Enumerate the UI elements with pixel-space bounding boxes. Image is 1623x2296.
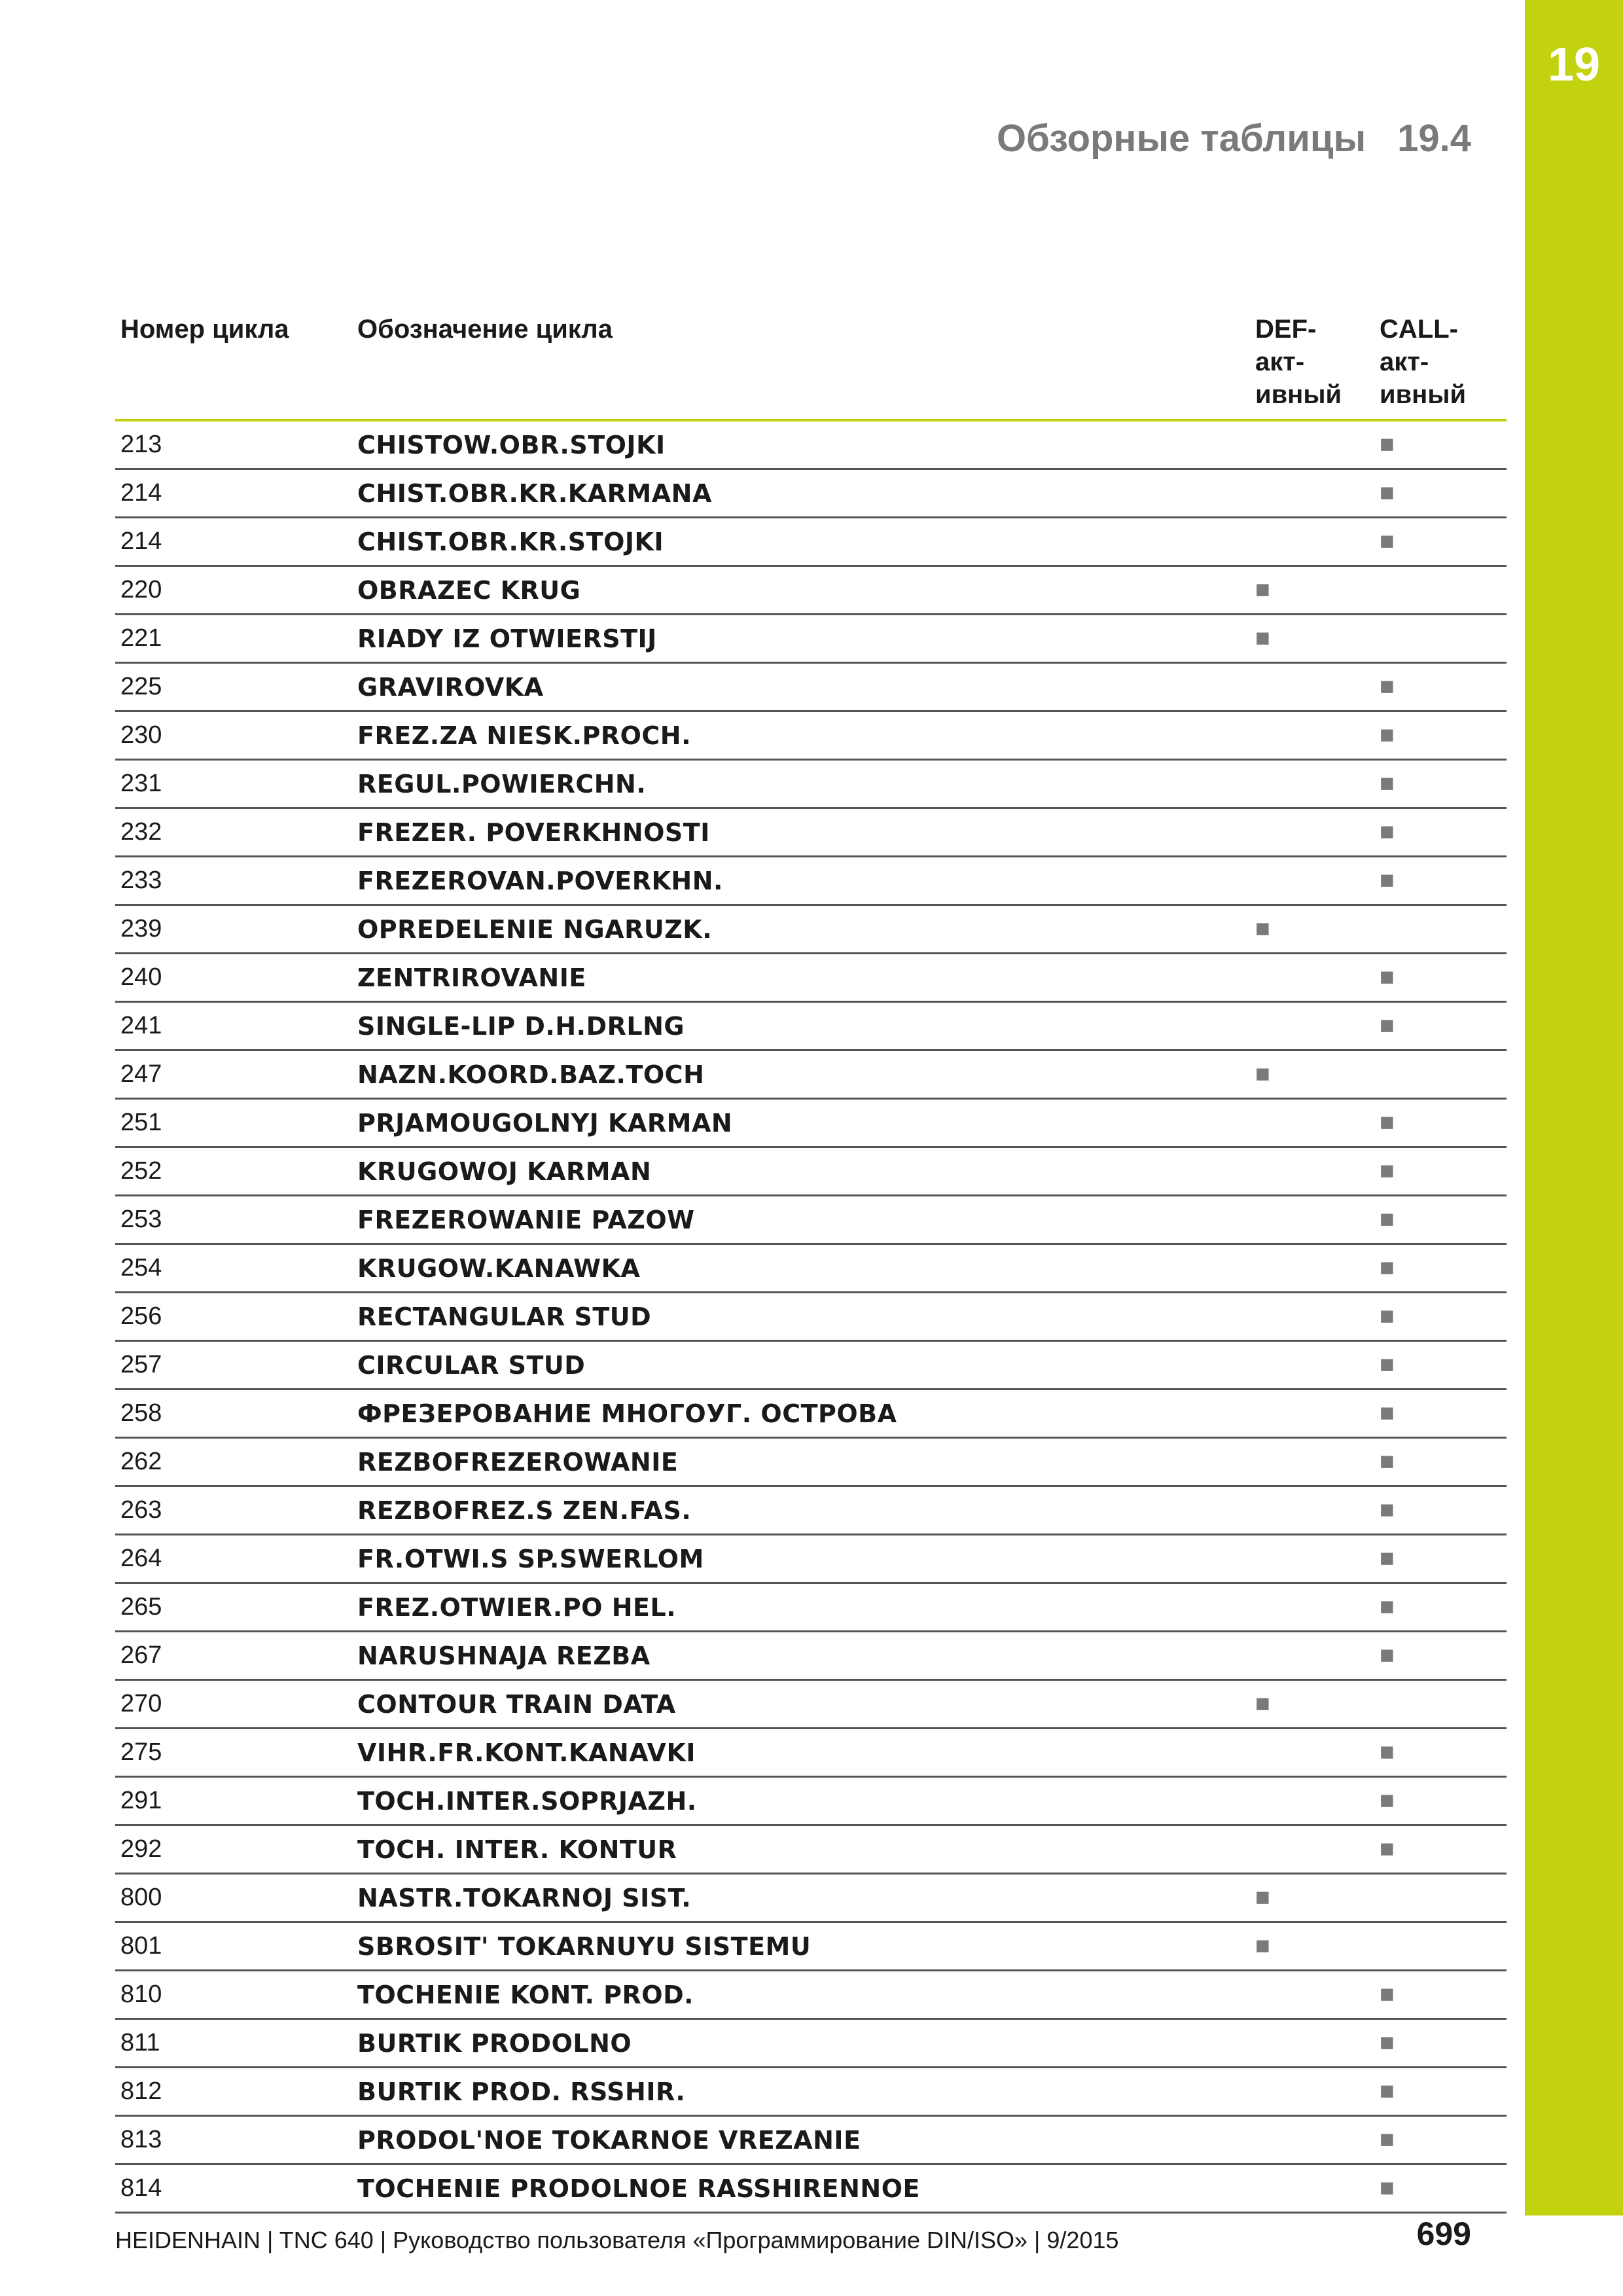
def-active-mark: ■ <box>1250 905 1374 954</box>
call-active-mark: ■ <box>1374 2164 1507 2213</box>
column-header-def: DEF- акт- ивный <box>1250 309 1374 420</box>
cycle-number: 256 <box>115 1293 352 1341</box>
call-active-mark <box>1374 1680 1507 1729</box>
cycle-name: RIADY IZ OTWIERSTIJ <box>352 615 1250 663</box>
cycle-name: NAZN.KOORD.BAZ.TOCH <box>352 1050 1250 1099</box>
call-active-mark: ■ <box>1374 469 1507 518</box>
section-title: Обзорные таблицы <box>997 117 1366 160</box>
section-number: 19.4 <box>1397 117 1471 160</box>
table-row <box>115 1147 1507 1196</box>
call-active-mark: ■ <box>1374 1632 1507 1680</box>
cycle-name: VIHR.FR.KONT.KANAVKI <box>352 1729 1250 1777</box>
column-header-name: Обозначение цикла <box>352 309 1250 420</box>
cycle-name: REZBOFREZEROWANIE <box>352 1438 1250 1486</box>
cycle-name: NARUSHNAJA REZBA <box>352 1632 1250 1680</box>
cycle-number: 214 <box>115 469 352 518</box>
cycle-number: 254 <box>115 1244 352 1293</box>
cycle-name: ФРЕЗЕРОВАНИЕ МНОГОУГ. ОСТРОВА <box>352 1390 1250 1438</box>
def-active-mark: ■ <box>1250 1680 1374 1729</box>
def-active-mark <box>1250 1196 1374 1244</box>
table-row <box>115 420 1507 469</box>
page-header <box>997 117 1471 160</box>
cycle-number: 247 <box>115 1050 352 1099</box>
call-active-mark: ■ <box>1374 1002 1507 1050</box>
table-row <box>115 954 1507 1002</box>
def-active-mark <box>1250 857 1374 905</box>
cycle-name: FREZEROVAN.POVERKHN. <box>352 857 1250 905</box>
table-header-row <box>115 309 1507 420</box>
cycle-number: 810 <box>115 1971 352 2019</box>
table-row <box>115 1293 1507 1341</box>
def-active-mark: ■ <box>1250 1922 1374 1971</box>
def-active-mark: ■ <box>1250 1050 1374 1099</box>
call-active-mark: ■ <box>1374 808 1507 857</box>
def-active-mark <box>1250 1244 1374 1293</box>
table-row <box>115 615 1507 663</box>
chapter-tab <box>1525 0 1623 2215</box>
cycle-number: 253 <box>115 1196 352 1244</box>
call-active-mark: ■ <box>1374 1438 1507 1486</box>
call-active-mark: ■ <box>1374 857 1507 905</box>
cycle-name: PRJAMOUGOLNYJ KARMAN <box>352 1099 1250 1147</box>
cycle-name: KRUGOWOJ KARMAN <box>352 1147 1250 1196</box>
def-active-mark <box>1250 1777 1374 1825</box>
call-active-mark: ■ <box>1374 1535 1507 1583</box>
cycle-number: 291 <box>115 1777 352 1825</box>
cycle-number: 213 <box>115 420 352 469</box>
def-active-mark <box>1250 1535 1374 1583</box>
def-active-mark <box>1250 808 1374 857</box>
cycle-name: FREZEROWANIE PAZOW <box>352 1196 1250 1244</box>
def-active-mark <box>1250 1971 1374 2019</box>
cycle-number: 220 <box>115 566 352 615</box>
cycle-number: 801 <box>115 1922 352 1971</box>
page-number: 699 <box>1416 2215 1471 2252</box>
table-row <box>115 1583 1507 1632</box>
column-header-call: CALL- акт- ивный <box>1374 309 1507 420</box>
cycle-name: TOCH. INTER. KONTUR <box>352 1825 1250 1874</box>
cycle-number: 813 <box>115 2116 352 2164</box>
def-active-mark <box>1250 1825 1374 1874</box>
cycle-number: 225 <box>115 663 352 711</box>
cycle-name: OPREDELENIE NGARUZK. <box>352 905 1250 954</box>
def-active-mark <box>1250 1099 1374 1147</box>
def-active-mark <box>1250 663 1374 711</box>
table-row <box>115 1099 1507 1147</box>
cycle-number: 251 <box>115 1099 352 1147</box>
table-row <box>115 1196 1507 1244</box>
def-active-mark <box>1250 1632 1374 1680</box>
cycle-number: 811 <box>115 2019 352 2068</box>
call-active-mark <box>1374 905 1507 954</box>
call-active-mark: ■ <box>1374 1777 1507 1825</box>
call-active-mark: ■ <box>1374 420 1507 469</box>
table-row <box>115 469 1507 518</box>
cycle-number: 233 <box>115 857 352 905</box>
cycle-name: BURTIK PROD. RSSHIR. <box>352 2068 1250 2116</box>
cycle-number: 257 <box>115 1341 352 1390</box>
call-active-mark: ■ <box>1374 1244 1507 1293</box>
table-row <box>115 1632 1507 1680</box>
table-row <box>115 1535 1507 1583</box>
cycle-number: 814 <box>115 2164 352 2213</box>
call-active-mark: ■ <box>1374 1729 1507 1777</box>
def-active-mark <box>1250 1341 1374 1390</box>
table-row <box>115 663 1507 711</box>
chapter-number: 19 <box>1547 39 1601 91</box>
cycle-name: BURTIK PRODOLNO <box>352 2019 1250 2068</box>
table-row <box>115 2164 1507 2213</box>
call-active-mark: ■ <box>1374 1583 1507 1632</box>
call-active-mark: ■ <box>1374 760 1507 808</box>
cycle-number: 262 <box>115 1438 352 1486</box>
cycle-number: 264 <box>115 1535 352 1583</box>
cycle-name: CHISTOW.OBR.STOJKI <box>352 420 1250 469</box>
def-active-mark <box>1250 1583 1374 1632</box>
call-active-mark: ■ <box>1374 663 1507 711</box>
cycle-name: TOCHENIE PRODOLNOE RASSHIRENNOE <box>352 2164 1250 2213</box>
table-row <box>115 1244 1507 1293</box>
call-active-mark: ■ <box>1374 2116 1507 2164</box>
cycle-name: KRUGOW.KANAWKA <box>352 1244 1250 1293</box>
call-active-mark <box>1374 1874 1507 1922</box>
cycle-number: 240 <box>115 954 352 1002</box>
call-active-mark <box>1374 1050 1507 1099</box>
table-row <box>115 808 1507 857</box>
def-active-mark <box>1250 711 1374 760</box>
cycle-name: RECTANGULAR STUD <box>352 1293 1250 1341</box>
def-active-mark <box>1250 1293 1374 1341</box>
cycle-number: 241 <box>115 1002 352 1050</box>
table-row <box>115 1680 1507 1729</box>
call-active-mark: ■ <box>1374 1971 1507 2019</box>
cycle-name: SINGLE-LIP D.H.DRLNG <box>352 1002 1250 1050</box>
cycle-number: 265 <box>115 1583 352 1632</box>
cycle-number: 267 <box>115 1632 352 1680</box>
cycle-name: SBROSIT' TOKARNUYU SISTEMU <box>352 1922 1250 1971</box>
call-active-mark <box>1374 566 1507 615</box>
cycle-name: TOCHENIE KONT. PROD. <box>352 1971 1250 2019</box>
table-row <box>115 760 1507 808</box>
call-active-mark: ■ <box>1374 1293 1507 1341</box>
call-active-mark: ■ <box>1374 954 1507 1002</box>
table-row <box>115 518 1507 566</box>
cycle-number: 270 <box>115 1680 352 1729</box>
table-row <box>115 1874 1507 1922</box>
table-row <box>115 1825 1507 1874</box>
cycle-number: 275 <box>115 1729 352 1777</box>
table-row <box>115 2068 1507 2116</box>
cycle-name: GRAVIROVKA <box>352 663 1250 711</box>
table-row <box>115 1486 1507 1535</box>
def-active-mark <box>1250 1390 1374 1438</box>
cycle-number: 230 <box>115 711 352 760</box>
table-row <box>115 2019 1507 2068</box>
call-active-mark: ■ <box>1374 1486 1507 1535</box>
cycle-name: PRODOL'NOE TOKARNOE VREZANIE <box>352 2116 1250 2164</box>
call-active-mark: ■ <box>1374 1825 1507 1874</box>
cycle-number: 252 <box>115 1147 352 1196</box>
def-active-mark <box>1250 518 1374 566</box>
cycle-name: CHIST.OBR.KR.STOJKI <box>352 518 1250 566</box>
call-active-mark: ■ <box>1374 1390 1507 1438</box>
table-row <box>115 1438 1507 1486</box>
cycle-name: CONTOUR TRAIN DATA <box>352 1680 1250 1729</box>
cycle-name: OBRAZEC KRUG <box>352 566 1250 615</box>
table-row <box>115 566 1507 615</box>
call-active-mark: ■ <box>1374 2068 1507 2116</box>
call-active-mark: ■ <box>1374 2019 1507 2068</box>
def-active-mark <box>1250 1486 1374 1535</box>
def-active-mark <box>1250 1002 1374 1050</box>
call-active-mark: ■ <box>1374 1147 1507 1196</box>
cycle-name: FREZER. POVERKHNOSTI <box>352 808 1250 857</box>
cycle-name: NASTR.TOKARNOJ SIST. <box>352 1874 1250 1922</box>
cycle-number: 221 <box>115 615 352 663</box>
def-active-mark <box>1250 2116 1374 2164</box>
def-active-mark <box>1250 1729 1374 1777</box>
def-active-mark <box>1250 2019 1374 2068</box>
cycle-name: TOCH.INTER.SOPRJAZH. <box>352 1777 1250 1825</box>
table-row <box>115 1729 1507 1777</box>
call-active-mark: ■ <box>1374 1196 1507 1244</box>
table-row <box>115 1390 1507 1438</box>
cycle-name: CHIST.OBR.KR.KARMANA <box>352 469 1250 518</box>
cycle-number: 258 <box>115 1390 352 1438</box>
def-active-mark: ■ <box>1250 615 1374 663</box>
def-active-mark: ■ <box>1250 1874 1374 1922</box>
cycle-name: REZBOFREZ.S ZEN.FAS. <box>352 1486 1250 1535</box>
cycle-number: 800 <box>115 1874 352 1922</box>
cycle-name: ZENTRIROVANIE <box>352 954 1250 1002</box>
cycle-name: FREZ.OTWIER.PO HEL. <box>352 1583 1250 1632</box>
def-active-mark <box>1250 1147 1374 1196</box>
def-active-mark <box>1250 2068 1374 2116</box>
cycle-number: 263 <box>115 1486 352 1535</box>
call-active-mark: ■ <box>1374 711 1507 760</box>
def-active-mark <box>1250 1438 1374 1486</box>
column-header-number: Номер цикла <box>115 309 352 420</box>
def-active-mark <box>1250 954 1374 1002</box>
cycle-number: 232 <box>115 808 352 857</box>
call-active-mark <box>1374 615 1507 663</box>
table-row <box>115 1341 1507 1390</box>
cycle-number: 812 <box>115 2068 352 2116</box>
table-row <box>115 1002 1507 1050</box>
cycle-name: REGUL.POWIERCHN. <box>352 760 1250 808</box>
def-active-mark <box>1250 760 1374 808</box>
cycle-name: FR.OTWI.S SP.SWERLOM <box>352 1535 1250 1583</box>
table-row <box>115 711 1507 760</box>
def-active-mark <box>1250 420 1374 469</box>
table-row <box>115 857 1507 905</box>
call-active-mark <box>1374 1922 1507 1971</box>
cycle-name: CIRCULAR STUD <box>352 1341 1250 1390</box>
call-active-mark: ■ <box>1374 1341 1507 1390</box>
table-row <box>115 1971 1507 2019</box>
cycles-table <box>115 309 1507 2214</box>
footer-text: HEIDENHAIN | TNC 640 | Руководство пользователя «Программирование DIN/ISO» | 9/2015 <box>115 2227 1119 2253</box>
table-row <box>115 1922 1507 1971</box>
table-row <box>115 905 1507 954</box>
table-row <box>115 2116 1507 2164</box>
cycle-name: FREZ.ZA NIESK.PROCH. <box>352 711 1250 760</box>
cycle-number: 231 <box>115 760 352 808</box>
table-row <box>115 1050 1507 1099</box>
cycle-number: 214 <box>115 518 352 566</box>
def-active-mark: ■ <box>1250 566 1374 615</box>
cycle-number: 239 <box>115 905 352 954</box>
call-active-mark: ■ <box>1374 1099 1507 1147</box>
call-active-mark: ■ <box>1374 518 1507 566</box>
def-active-mark <box>1250 2164 1374 2213</box>
def-active-mark <box>1250 469 1374 518</box>
table-row <box>115 1777 1507 1825</box>
cycle-number: 292 <box>115 1825 352 1874</box>
